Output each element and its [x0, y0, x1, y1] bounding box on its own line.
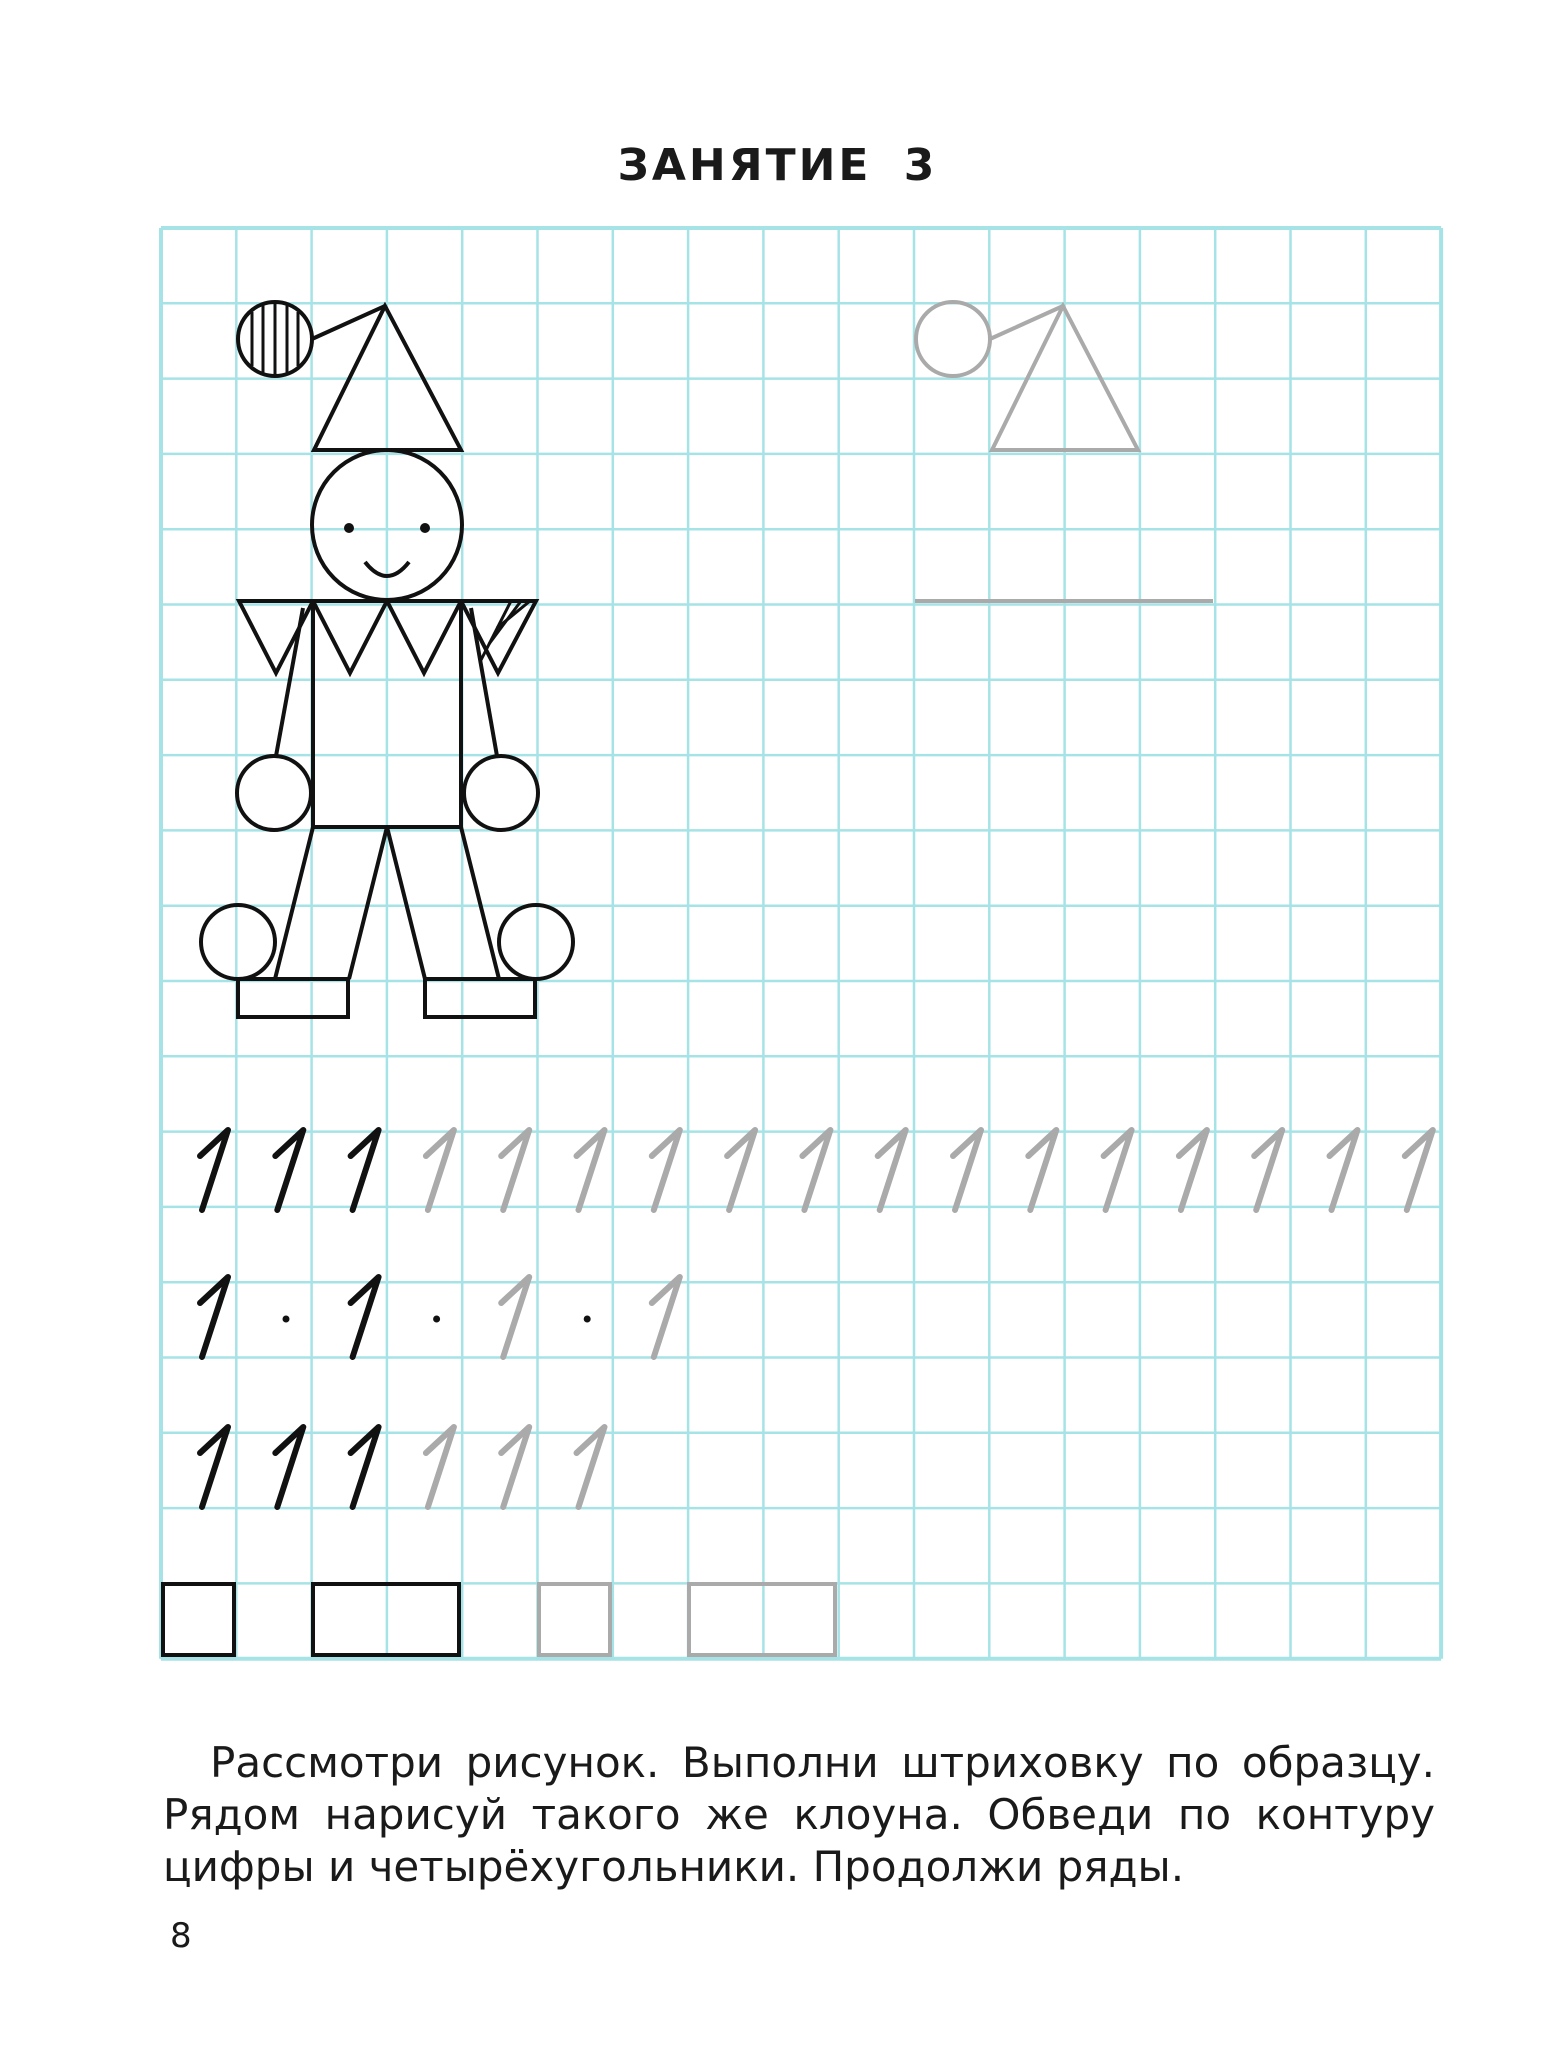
digit-one — [953, 1130, 981, 1210]
digit-one — [577, 1130, 605, 1210]
digit-one — [652, 1130, 680, 1210]
digit-one — [200, 1427, 228, 1507]
digit-one — [200, 1277, 228, 1357]
digit-one — [1028, 1130, 1056, 1210]
separator-dot — [433, 1316, 440, 1323]
digit-one — [1104, 1130, 1132, 1210]
digit-one — [1254, 1130, 1282, 1210]
digit-one — [501, 1277, 529, 1357]
digit-one — [351, 1130, 379, 1210]
digit-one — [577, 1427, 605, 1507]
page-title: ЗАНЯТИЕ 3 — [617, 140, 938, 191]
trace-rectangle — [689, 1584, 835, 1655]
digit-one — [878, 1130, 906, 1210]
digit-one — [802, 1130, 830, 1210]
digit-one — [426, 1130, 454, 1210]
digit-one — [652, 1277, 680, 1357]
grid-lines — [161, 228, 1441, 1659]
digit-one — [501, 1427, 529, 1507]
digit-one — [275, 1427, 303, 1507]
sample-square — [163, 1584, 234, 1655]
quadrilateral-row — [163, 1584, 835, 1655]
digit-one — [275, 1130, 303, 1210]
digit-one — [351, 1277, 379, 1357]
digit-practice-rows — [200, 1130, 1433, 1507]
page-number: 8 — [170, 1916, 192, 1956]
digit-one — [1405, 1130, 1433, 1210]
digit-one — [200, 1130, 228, 1210]
digit-one — [426, 1427, 454, 1507]
trace-square — [539, 1584, 610, 1655]
digit-one — [1179, 1130, 1207, 1210]
digit-one — [351, 1427, 379, 1507]
digit-one — [727, 1130, 755, 1210]
separator-dot — [283, 1316, 290, 1323]
digit-one — [501, 1130, 529, 1210]
task-instructions: Рассмотри рисунок. Выполни штриховку по образцу. Рядом нарисуй такого же клоуна. Обведи по контуру цифры и четырёхугольники. Продолжи ряды. — [163, 1738, 1435, 1891]
digit-one — [1330, 1130, 1358, 1210]
separator-dot — [584, 1316, 591, 1323]
